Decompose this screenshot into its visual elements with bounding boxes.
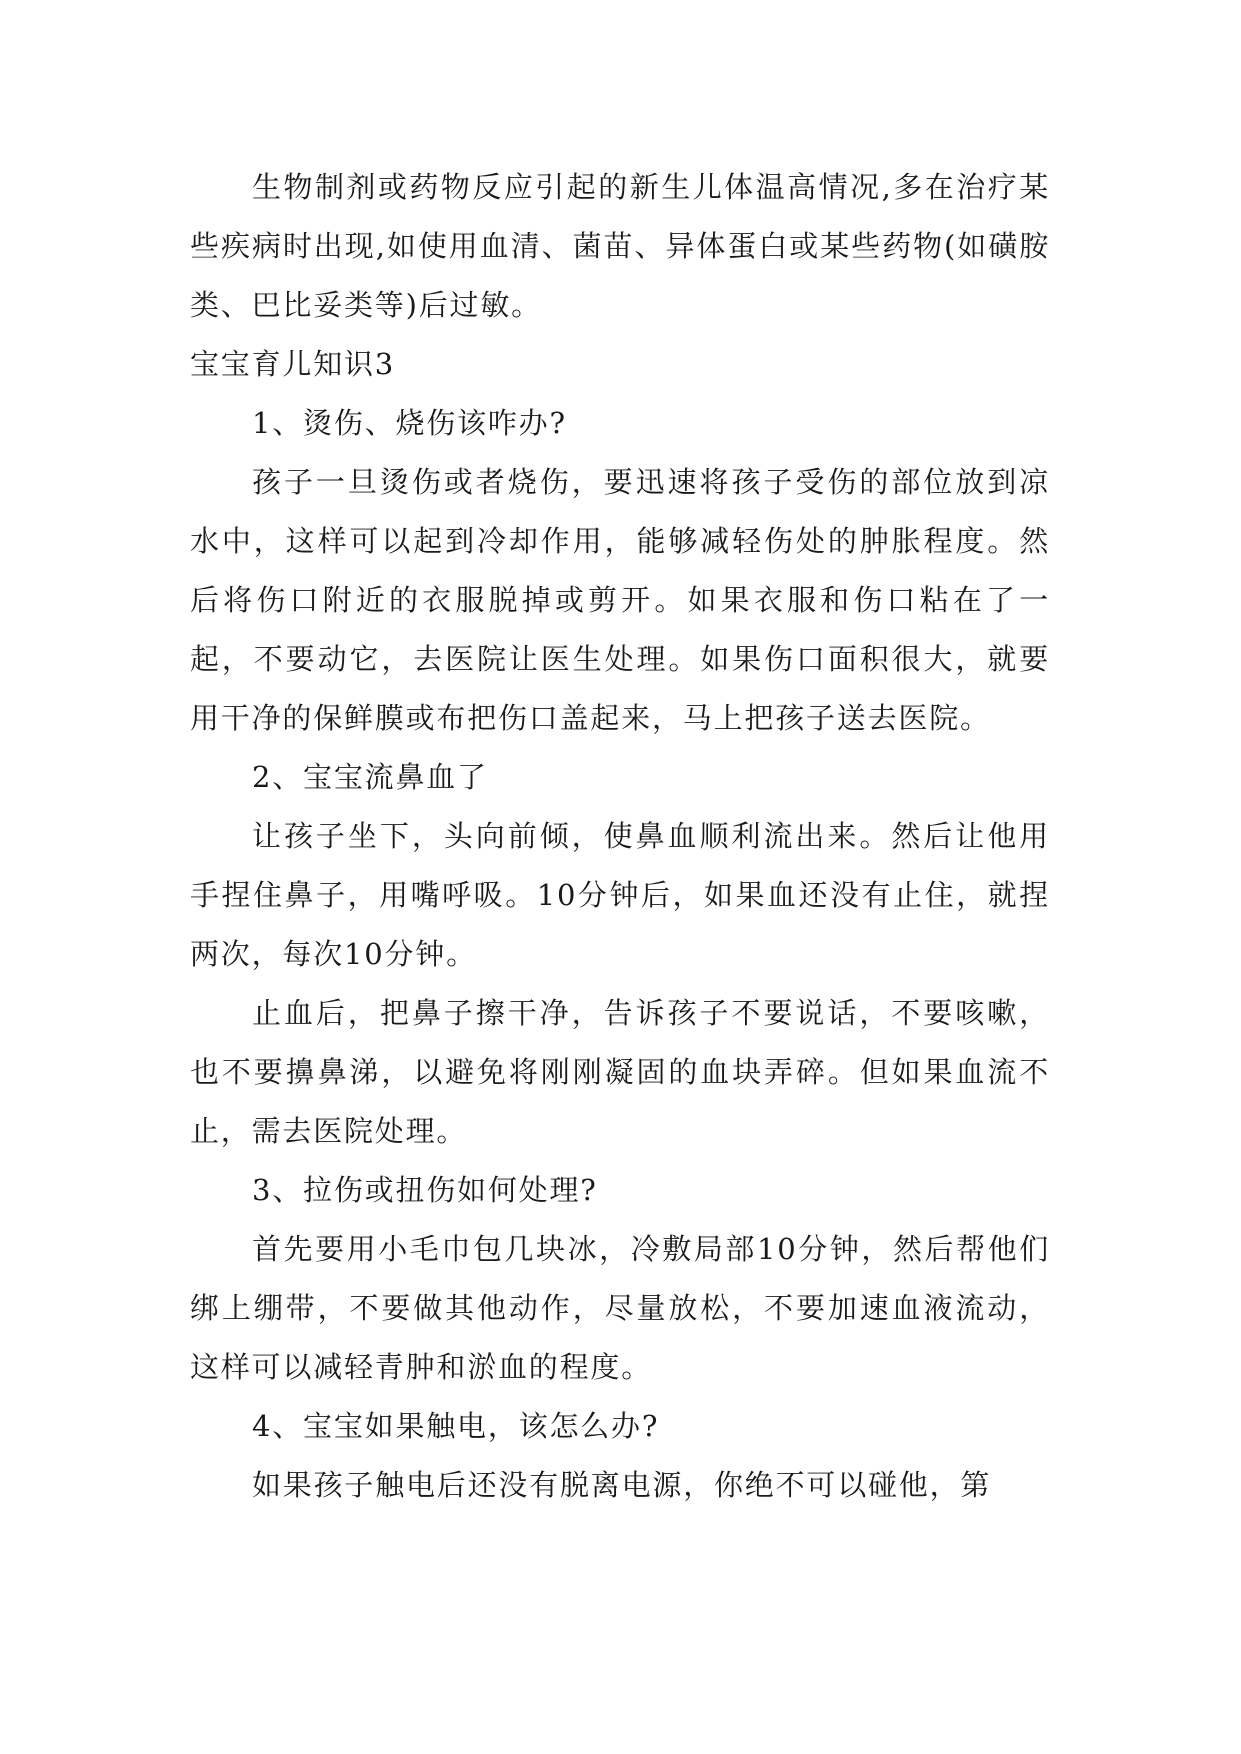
- section-heading-baby-care-3: 宝宝育儿知识3: [190, 347, 396, 381]
- document-body: [190, 158, 1050, 1515]
- question-electric-shock: 4、宝宝如果触电，该怎么办?: [252, 1409, 660, 1443]
- question-sprain: 3、拉伤或扭伤如何处理?: [252, 1173, 598, 1207]
- question-nosebleed: 2、宝宝流鼻血了: [252, 760, 488, 794]
- paragraph-biologics-fever: 生物制剂或药物反应引起的新生儿体温高情况,多在治疗某些疾病时出现,如使用血清、菌苗、异体蛋白或某些药物(如磺胺类、巴比妥类等)后过敏。: [190, 170, 1050, 322]
- answer-sprain: 首先要用小毛巾包几块冰，冷敷局部10分钟，然后帮他们绑上绷带，不要做其他动作，尽量放松，不要加速血液流动，这样可以减轻青肿和淤血的程度。: [190, 1232, 1050, 1384]
- answer-nosebleed-2: 止血后，把鼻子擦干净，告诉孩子不要说话，不要咳嗽，也不要擤鼻涕，以避免将刚刚凝固的血块弄碎。但如果血流不止，需去医院处理。: [190, 996, 1050, 1148]
- answer-electric-shock: 如果孩子触电后还没有脱离电源，你绝不可以碰他，第: [252, 1468, 992, 1502]
- answer-nosebleed-1: 让孩子坐下，头向前倾，使鼻血顺利流出来。然后让他用手捏住鼻子，用嘴呼吸。10分钟后，如果血还没有止住，就捏两次，每次10分钟。: [190, 819, 1050, 971]
- answer-burns: 孩子一旦烫伤或者烧伤，要迅速将孩子受伤的部位放到凉水中，这样可以起到冷却作用，能够减轻伤处的肿胀程度。然后将伤口附近的衣服脱掉或剪开。如果衣服和伤口粘在了一起，不要动它，去医院让医生处理。如果伤口面积很大，就要用干净的保鲜膜或布把伤口盖起来，马上把孩子送去医院。: [190, 465, 1050, 735]
- question-burns: 1、烫伤、烧伤该咋办?: [252, 406, 567, 440]
